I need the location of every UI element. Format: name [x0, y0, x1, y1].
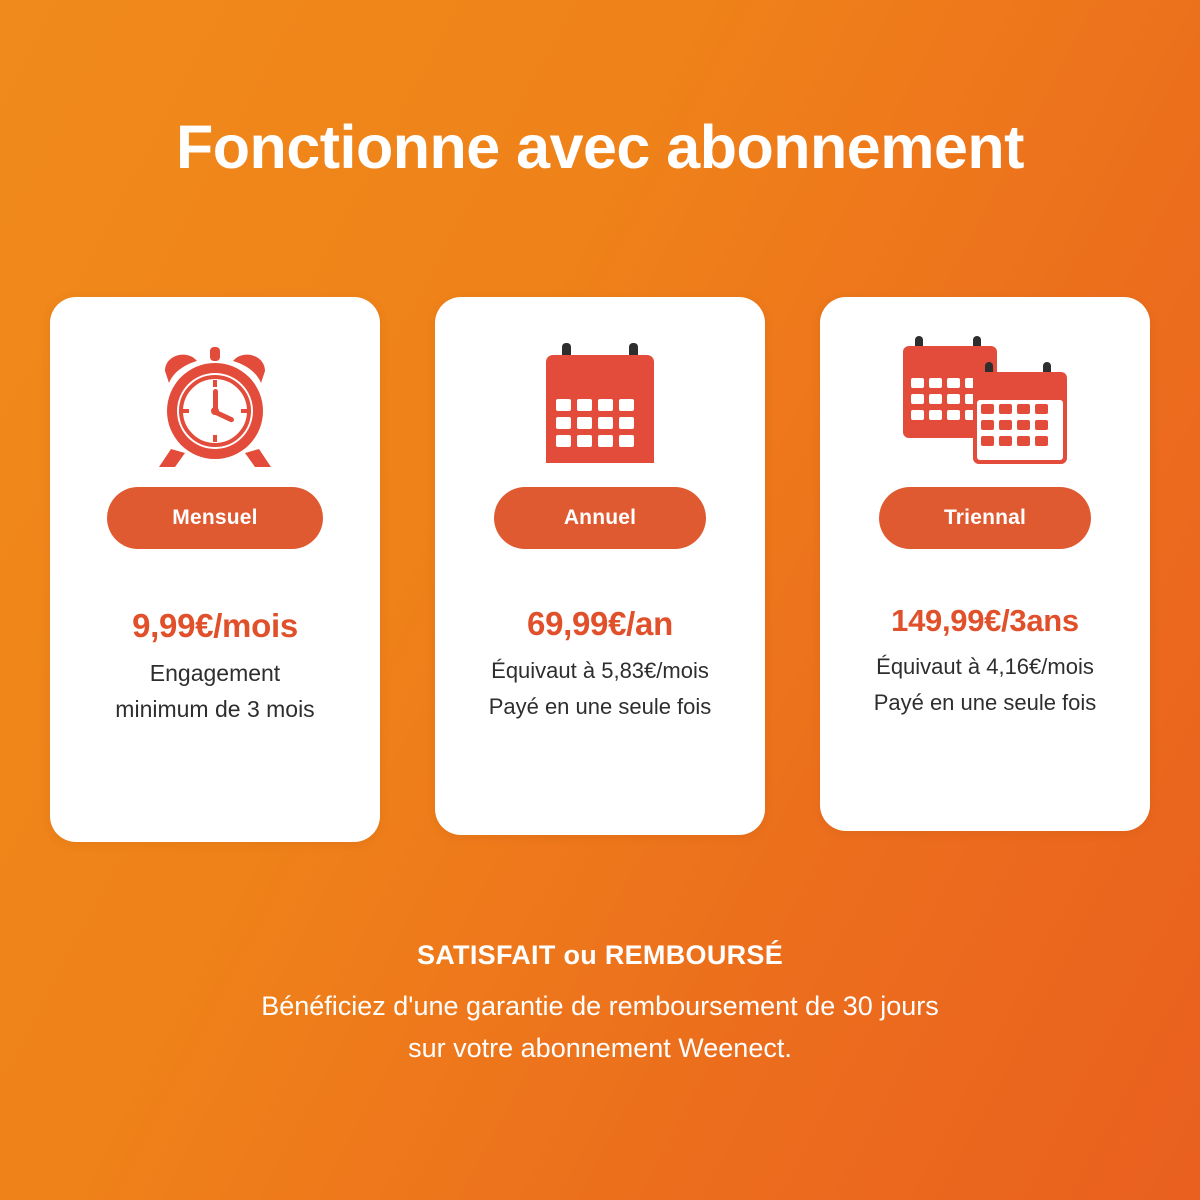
- pricing-card-monthly[interactable]: [50, 297, 380, 842]
- plan-badge-triennal[interactable]: Triennal: [879, 487, 1091, 549]
- plan-detail-line-2: minimum de 3 mois: [115, 696, 315, 722]
- guarantee-footer: [0, 940, 1200, 1069]
- pricing-card-triennal[interactable]: [820, 297, 1150, 831]
- double-calendar-icon: [895, 331, 1075, 481]
- plan-detail-line-2: Payé en une seule fois: [873, 690, 1097, 715]
- plan-price-annual: 69,99€/an: [527, 605, 673, 642]
- pricing-card-annual[interactable]: [435, 297, 765, 835]
- plan-detail-annual: [489, 653, 712, 725]
- guarantee-line-2: sur votre abonnement Weenect.: [408, 1033, 792, 1063]
- calendar-icon: [530, 331, 670, 481]
- guarantee-line-1: Bénéficiez d'une garantie de remboursement de 30 jours: [261, 991, 939, 1021]
- plan-price-triennal: 149,99€/3ans: [891, 603, 1079, 638]
- plan-badge-monthly[interactable]: Mensuel: [107, 487, 323, 549]
- plan-detail-line-1: Engagement: [149, 660, 281, 686]
- plan-detail-line-2: Payé en une seule fois: [488, 694, 712, 719]
- guarantee-text: [0, 985, 1200, 1069]
- plan-detail-triennal: [874, 649, 1097, 721]
- pricing-cards: [50, 297, 1150, 842]
- alarm-clock-icon: [153, 331, 277, 481]
- plan-detail-line-1: Équivaut à 4,16€/mois: [876, 654, 1094, 679]
- plan-price-monthly: 9,99€/mois: [132, 607, 298, 644]
- plan-detail-line-1: Équivaut à 5,83€/mois: [491, 658, 709, 683]
- guarantee-title: SATISFAIT ou REMBOURSÉ: [416, 940, 784, 970]
- plan-badge-annual[interactable]: Annuel: [494, 487, 706, 549]
- plan-detail-monthly: [115, 655, 314, 727]
- page-title: Fonctionne avec abonnement: [176, 113, 1024, 181]
